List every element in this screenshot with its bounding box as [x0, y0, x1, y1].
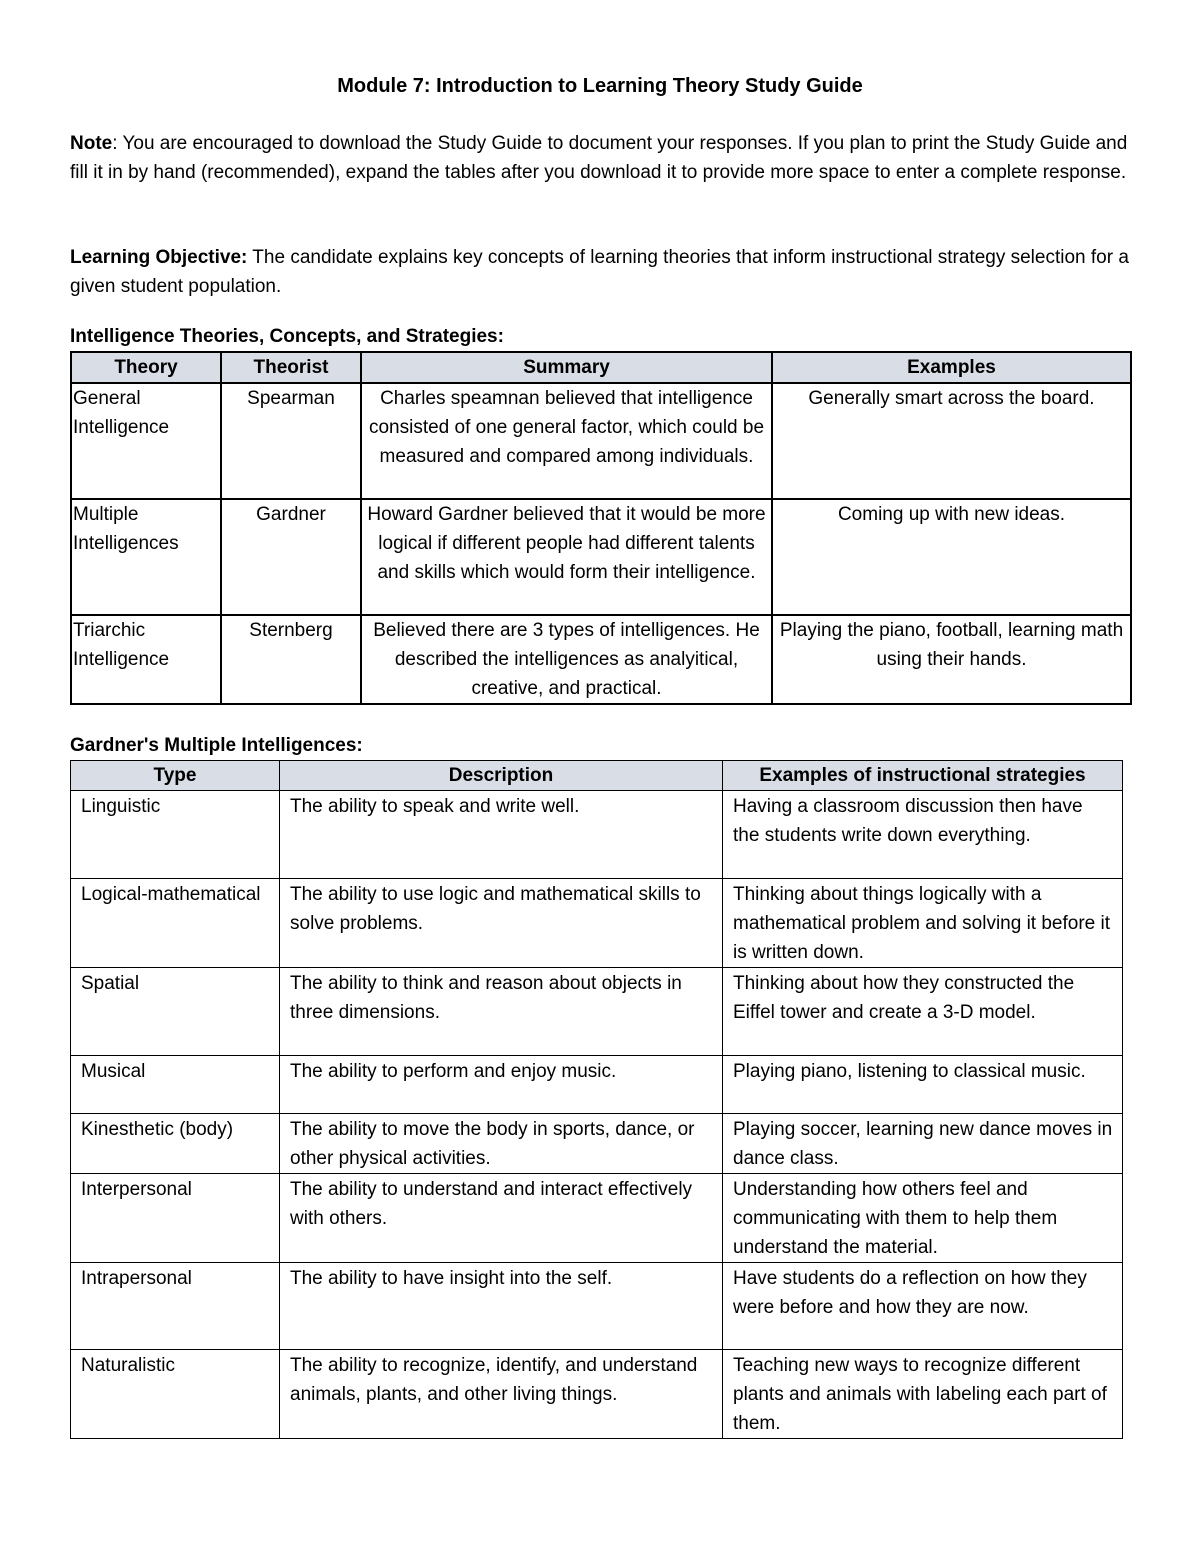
- type-cell: Naturalistic: [71, 1350, 280, 1439]
- learning-objective-text: The candidate explains key concepts of learning theories that inform instructional strategy selection for a given student population.: [70, 247, 1129, 297]
- column-header-theory: Theory: [71, 352, 221, 383]
- type-cell: Logical-mathematical: [71, 879, 280, 968]
- table-row: [71, 615, 1131, 704]
- type-cell: Interpersonal: [71, 1174, 280, 1263]
- table-header-row: [71, 761, 1123, 791]
- column-header-examples: Examples: [772, 352, 1131, 383]
- description-cell: The ability to think and reason about objects in three dimensions.: [280, 968, 723, 1056]
- examples-cell: Playing the piano, football, learning math using their hands.: [772, 615, 1131, 704]
- theory-cell: Multiple Intelligences: [71, 499, 221, 615]
- table-row: [71, 791, 1123, 879]
- description-cell: The ability to speak and write well.: [280, 791, 723, 879]
- table-row: [71, 383, 1131, 499]
- learning-objective-label: Learning Objective:: [70, 247, 248, 268]
- table-row: [71, 1263, 1123, 1350]
- learning-objective-paragraph: [70, 243, 1130, 301]
- intelligence-table-heading: Intelligence Theories, Concepts, and Strategies:: [70, 326, 504, 347]
- note-paragraph: [70, 129, 1130, 187]
- theorist-cell: Sternberg: [221, 615, 361, 704]
- theorist-cell: Gardner: [221, 499, 361, 615]
- strategy-cell: Having a classroom discussion then have the students write down everything.: [723, 791, 1123, 879]
- strategy-cell: Teaching new ways to recognize different plants and animals with labeling each part of them.: [723, 1350, 1123, 1439]
- table-row: [71, 1350, 1123, 1439]
- theory-cell: Triarchic Intelligence: [71, 615, 221, 704]
- summary-cell: Believed there are 3 types of intelligences. He described the intelligences as analyitical, creative, and practical.: [361, 615, 772, 704]
- type-cell: Kinesthetic (body): [71, 1114, 280, 1174]
- strategy-cell: Playing piano, listening to classical music.: [723, 1056, 1123, 1114]
- column-header-theorist: Theorist: [221, 352, 361, 383]
- column-header-type: Type: [71, 761, 280, 791]
- strategy-cell: Have students do a reflection on how they were before and how they are now.: [723, 1263, 1123, 1350]
- strategy-cell: Thinking about things logically with a mathematical problem and solving it before it is written down.: [723, 879, 1123, 968]
- description-cell: The ability to have insight into the self.: [280, 1263, 723, 1350]
- gardner-table-heading: Gardner's Multiple Intelligences:: [70, 735, 363, 756]
- table-row: [71, 879, 1123, 968]
- theory-cell: General Intelligence: [71, 383, 221, 499]
- table-header-row: [71, 352, 1131, 383]
- table-row: [71, 968, 1123, 1056]
- column-header-summary: Summary: [361, 352, 772, 383]
- column-header-description: Description: [280, 761, 723, 791]
- examples-cell: Generally smart across the board.: [772, 383, 1131, 499]
- table-row: [71, 1056, 1123, 1114]
- table-row: [71, 1114, 1123, 1174]
- note-label: Note: [70, 133, 113, 154]
- column-header-strategies: Examples of instructional strategies: [723, 761, 1123, 791]
- theorist-cell: Spearman: [221, 383, 361, 499]
- type-cell: Intrapersonal: [71, 1263, 280, 1350]
- table-row: [71, 1174, 1123, 1263]
- table-row: [71, 499, 1131, 615]
- description-cell: The ability to move the body in sports, dance, or other physical activities.: [280, 1114, 723, 1174]
- strategy-cell: Playing soccer, learning new dance moves in dance class.: [723, 1114, 1123, 1174]
- page-title: Module 7: Introduction to Learning Theory Study Guide: [337, 75, 863, 97]
- description-cell: The ability to use logic and mathematical skills to solve problems.: [280, 879, 723, 968]
- type-cell: Musical: [71, 1056, 280, 1114]
- description-cell: The ability to recognize, identify, and understand animals, plants, and other living things.: [280, 1350, 723, 1439]
- type-cell: Spatial: [71, 968, 280, 1056]
- summary-cell: Howard Gardner believed that it would be more logical if different people had different talents and skills which would form their intelligence.: [361, 499, 772, 615]
- intelligence-theories-table: [70, 351, 1132, 705]
- gardner-intelligences-table: [70, 760, 1123, 1439]
- strategy-cell: Understanding how others feel and communicating with them to help them understand the material.: [723, 1174, 1123, 1263]
- summary-cell: Charles speamnan believed that intelligence consisted of one general factor, which could be measured and compared among individuals.: [361, 383, 772, 499]
- type-cell: Linguistic: [71, 791, 280, 879]
- note-text: : You are encouraged to download the Study Guide to document your responses. If you plan to print the Study Guide and fill it in by hand (recommended), expand the tables after you download it to provide more space to enter a complete response.: [70, 133, 1128, 183]
- description-cell: The ability to understand and interact effectively with others.: [280, 1174, 723, 1263]
- strategy-cell: Thinking about how they constructed the Eiffel tower and create a 3-D model.: [723, 968, 1123, 1056]
- description-cell: The ability to perform and enjoy music.: [280, 1056, 723, 1114]
- examples-cell: Coming up with new ideas.: [772, 499, 1131, 615]
